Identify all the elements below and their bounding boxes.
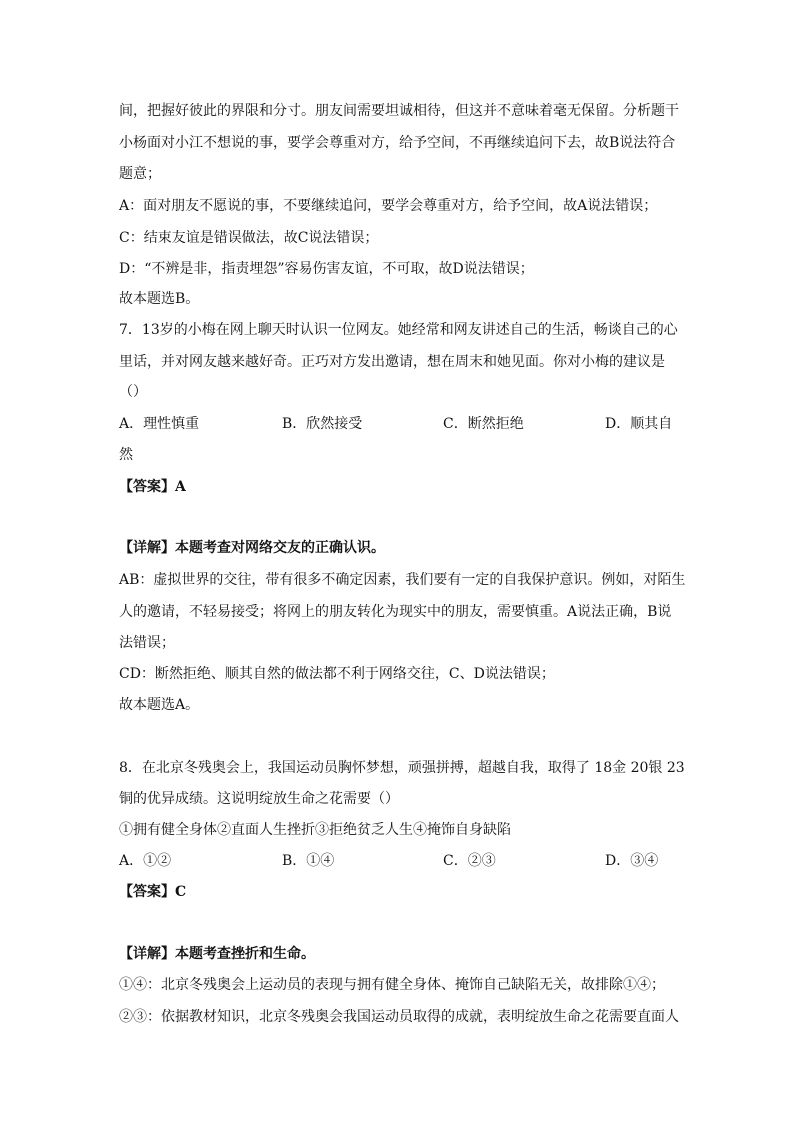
- explanation-14: ①④：北京冬残奥会上运动员的表现与拥有健全身体、掩饰自己缺陷无关，故排除①④；: [119, 977, 665, 993]
- option-d: D．③④: [605, 853, 659, 869]
- option-d: D．顺其自: [605, 416, 673, 432]
- explanation-ab: 法错误；: [119, 635, 175, 651]
- explanation-ab: AB：虚拟世界的交往，带有很多不确定因素，我们要有一定的自我保护意识。例如，对陌生: [119, 572, 686, 588]
- explanation-ab: 人的邀请，不轻易接受；将网上的朋友转化为现实中的朋友，需要慎重。A说法正确，B说: [119, 604, 672, 620]
- option-c: C．②③: [443, 853, 496, 869]
- option-b: B．①④: [282, 853, 335, 869]
- text-line: 小杨面对小江不想说的事，要学会尊重对方，给予空间，不再继续追问下去，故B说法符合: [119, 135, 676, 151]
- text-line: 题意；: [119, 166, 161, 182]
- question-8-statements: ①拥有健全身体②直面人生挫折③拒绝贫乏人生④掩饰自身缺陷: [119, 822, 511, 838]
- conclusion-line: 故本题选B。: [119, 291, 200, 307]
- explanation-option-c: C：结束友谊是错误做法，故C说法错误；: [119, 230, 379, 246]
- question-8-options: [119, 851, 679, 871]
- question-7-blank: （）: [119, 384, 147, 400]
- option-b: B．欣然接受: [282, 416, 363, 432]
- explanation-option-d: D：“不辨是非，指责埋怨”容易伤害友谊，不可取，故D说法错误；: [119, 261, 534, 277]
- question-8-text: 铜的优异成绩。这说明绽放生命之花需要（）: [119, 791, 399, 807]
- explanation-23: ②③：依据教材知识，北京冬残奥会我国运动员取得的成就，表明绽放生命之花需要直面人: [119, 1009, 679, 1025]
- text-line: 间，把握好彼此的界限和分寸。朋友间需要坦诚相待，但这并不意味着毫无保留。分析题干: [119, 103, 679, 119]
- detail-label: 【详解】本题考查挫折和生命。: [119, 946, 315, 962]
- detail-label: 【详解】本题考查对网络交友的正确认识。: [119, 540, 385, 556]
- option-a: A．①②: [119, 853, 172, 869]
- question-7-options: [119, 414, 679, 434]
- explanation-cd: CD：断然拒绝、顺其自然的做法都不利于网络交往，C、D说法错误；: [119, 666, 555, 682]
- question-7-text: 里话，并对网友越来越好奇。正巧对方发出邀请，想在周末和她见面。你对小梅的建议是: [119, 354, 665, 370]
- question-8-text: 8．在北京冬残奥会上，我国运动员胸怀梦想，顽强拼搏，超越自我，取得了 18金 20银 23: [119, 760, 685, 776]
- option-d-continuation: 然: [119, 447, 133, 463]
- question-7-text: 7．13岁的小梅在网上聊天时认识一位网友。她经常和网友讲述自己的生活，畅谈自己的心: [119, 322, 678, 338]
- conclusion-line: 故本题选A。: [119, 697, 200, 713]
- option-a: A．理性慎重: [119, 416, 200, 432]
- explanation-option-a: A：面对朋友不愿说的事，不要继续追问，要学会尊重对方，给予空间，故A说法错误；: [119, 198, 658, 214]
- option-c: C．断然拒绝: [443, 416, 524, 432]
- answer-label: 【答案】A: [119, 479, 186, 495]
- answer-label: 【答案】C: [119, 884, 187, 900]
